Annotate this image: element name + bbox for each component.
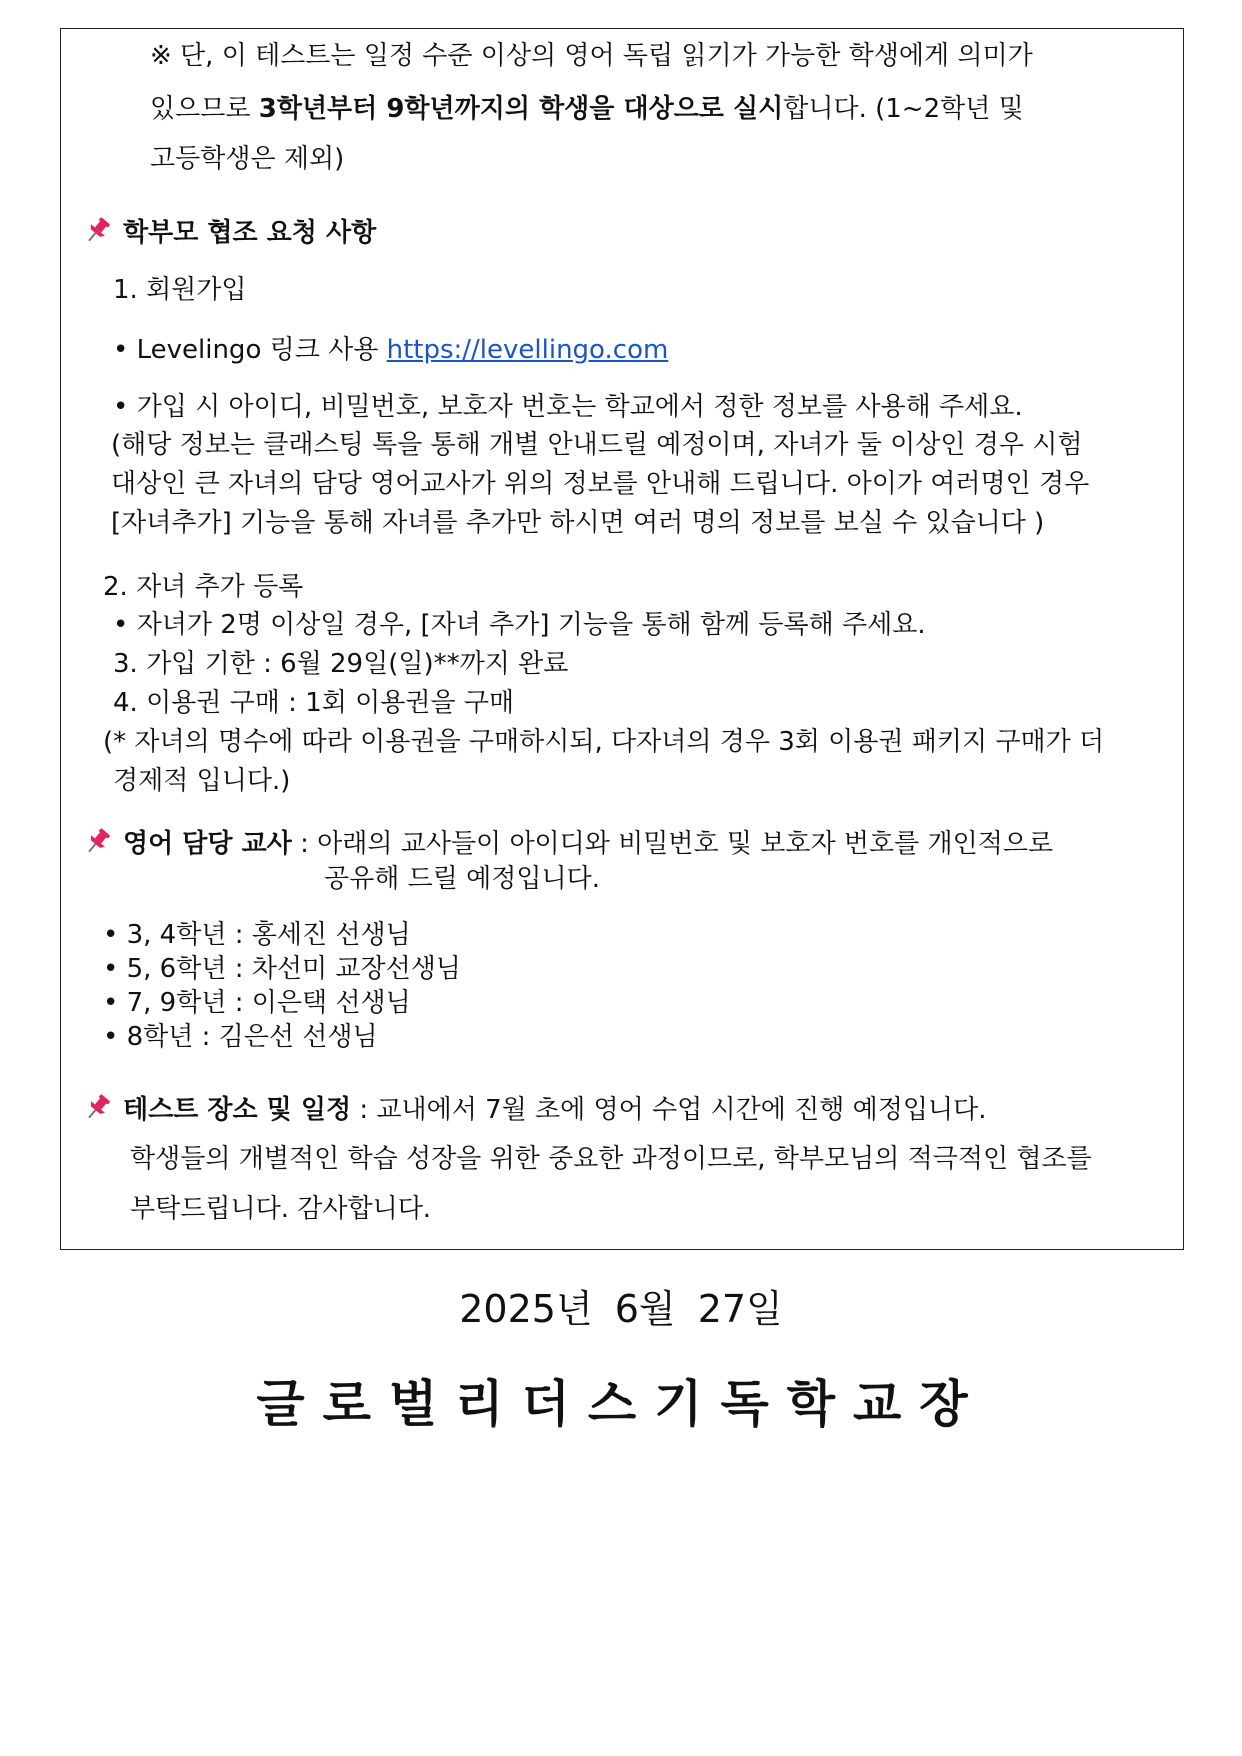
step2-label: 2. 자녀 추가 등록 bbox=[103, 572, 304, 602]
levellingo-link[interactable]: https://levellingo.com bbox=[386, 335, 669, 365]
notice-line-1: ※ 단, 이 테스트는 일정 수준 이상의 영어 독립 읽기가 가능한 학생에게 의미가 bbox=[150, 41, 1033, 71]
section3-heading bbox=[83, 1092, 986, 1126]
closing-line-1: 학생들의 개별적인 학습 성장을 위한 중요한 과정이므로, 학부모님의 적극적인 협조를 bbox=[130, 1144, 1092, 1174]
section2-heading bbox=[83, 826, 1053, 860]
notice-line-2-pre: 있으므로 bbox=[150, 94, 259, 124]
step1-label: 1. 회원가입 bbox=[113, 275, 247, 305]
notice-line-2 bbox=[150, 93, 1024, 125]
pushpin-icon bbox=[83, 826, 113, 856]
teacher-item: • 3, 4학년 : 홍세진 선생님 bbox=[103, 920, 411, 950]
link-line bbox=[113, 334, 668, 366]
closing-line-2: 부탁드립니다. 감사합니다. bbox=[130, 1194, 432, 1224]
teacher-item: • 8학년 : 김은선 선생님 bbox=[103, 1022, 378, 1052]
teacher-item: • 7, 9학년 : 이은택 선생님 bbox=[103, 988, 411, 1018]
pushpin-icon bbox=[83, 1092, 113, 1122]
section2-desc-2: 공유해 드릴 예정입니다. bbox=[324, 864, 600, 894]
pushpin-icon bbox=[83, 215, 113, 245]
notice-line-2-post: 합니다. (1~2학년 및 bbox=[783, 94, 1024, 124]
section3-desc: : 교내에서 7월 초에 영어 수업 시간에 진행 예정입니다. bbox=[351, 1095, 987, 1125]
document-date: 2025년 6월 27일 bbox=[459, 1287, 783, 1331]
step4-label: 4. 이용권 구매 : 1회 이용권을 구매 bbox=[113, 688, 515, 718]
principal-signature: 글로벌리더스기독학교장 bbox=[256, 1375, 986, 1433]
notice-line-2-bold: 3학년부터 9학년까지의 학생을 대상으로 실시 bbox=[258, 94, 784, 124]
section1-heading bbox=[83, 215, 376, 249]
step2-detail: • 자녀가 2명 이상일 경우, [자녀 추가] 기능을 통해 함께 등록해 주세요. bbox=[113, 610, 926, 640]
section2-title: 영어 담당 교사 bbox=[123, 829, 292, 859]
join-note-line-1: (해당 정보는 클래스팅 톡을 통해 개별 안내드릴 예정이며, 자녀가 둘 이상인 경우 시험 bbox=[111, 430, 1083, 460]
step4-note-1: (* 자녀의 명수에 따라 이용권을 구매하시되, 다자녀의 경우 3회 이용권 패키지 구매가 더 bbox=[103, 727, 1105, 757]
step3-label: 3. 가입 기한 : 6월 29일(일)**까지 완료 bbox=[113, 649, 569, 679]
step4-note-2: 경제적 입니다.) bbox=[113, 766, 291, 796]
join-note-line-3: [자녀추가] 기능을 통해 자녀를 추가만 하시면 여러 명의 정보를 보실 수 있습니다 ) bbox=[111, 508, 1045, 538]
join-note-line-2: 대상인 큰 자녀의 담당 영어교사가 위의 정보를 안내해 드립니다. 아이가 여러명인 경우 bbox=[111, 469, 1090, 499]
notice-line-3: 고등학생은 제외) bbox=[150, 144, 345, 174]
teacher-item: • 5, 6학년 : 차선미 교장선생님 bbox=[103, 954, 461, 984]
section2-desc-1: : 아래의 교사들이 아이디와 비밀번호 및 보호자 번호를 개인적으로 bbox=[291, 829, 1054, 859]
section3-title: 테스트 장소 및 일정 bbox=[123, 1095, 352, 1125]
section1-title: 학부모 협조 요청 사항 bbox=[123, 218, 377, 248]
join-info: • 가입 시 아이디, 비밀번호, 보호자 번호는 학교에서 정한 정보를 사용해 주세요. bbox=[113, 392, 1023, 422]
link-prefix: • Levelingo 링크 사용 bbox=[113, 335, 387, 365]
